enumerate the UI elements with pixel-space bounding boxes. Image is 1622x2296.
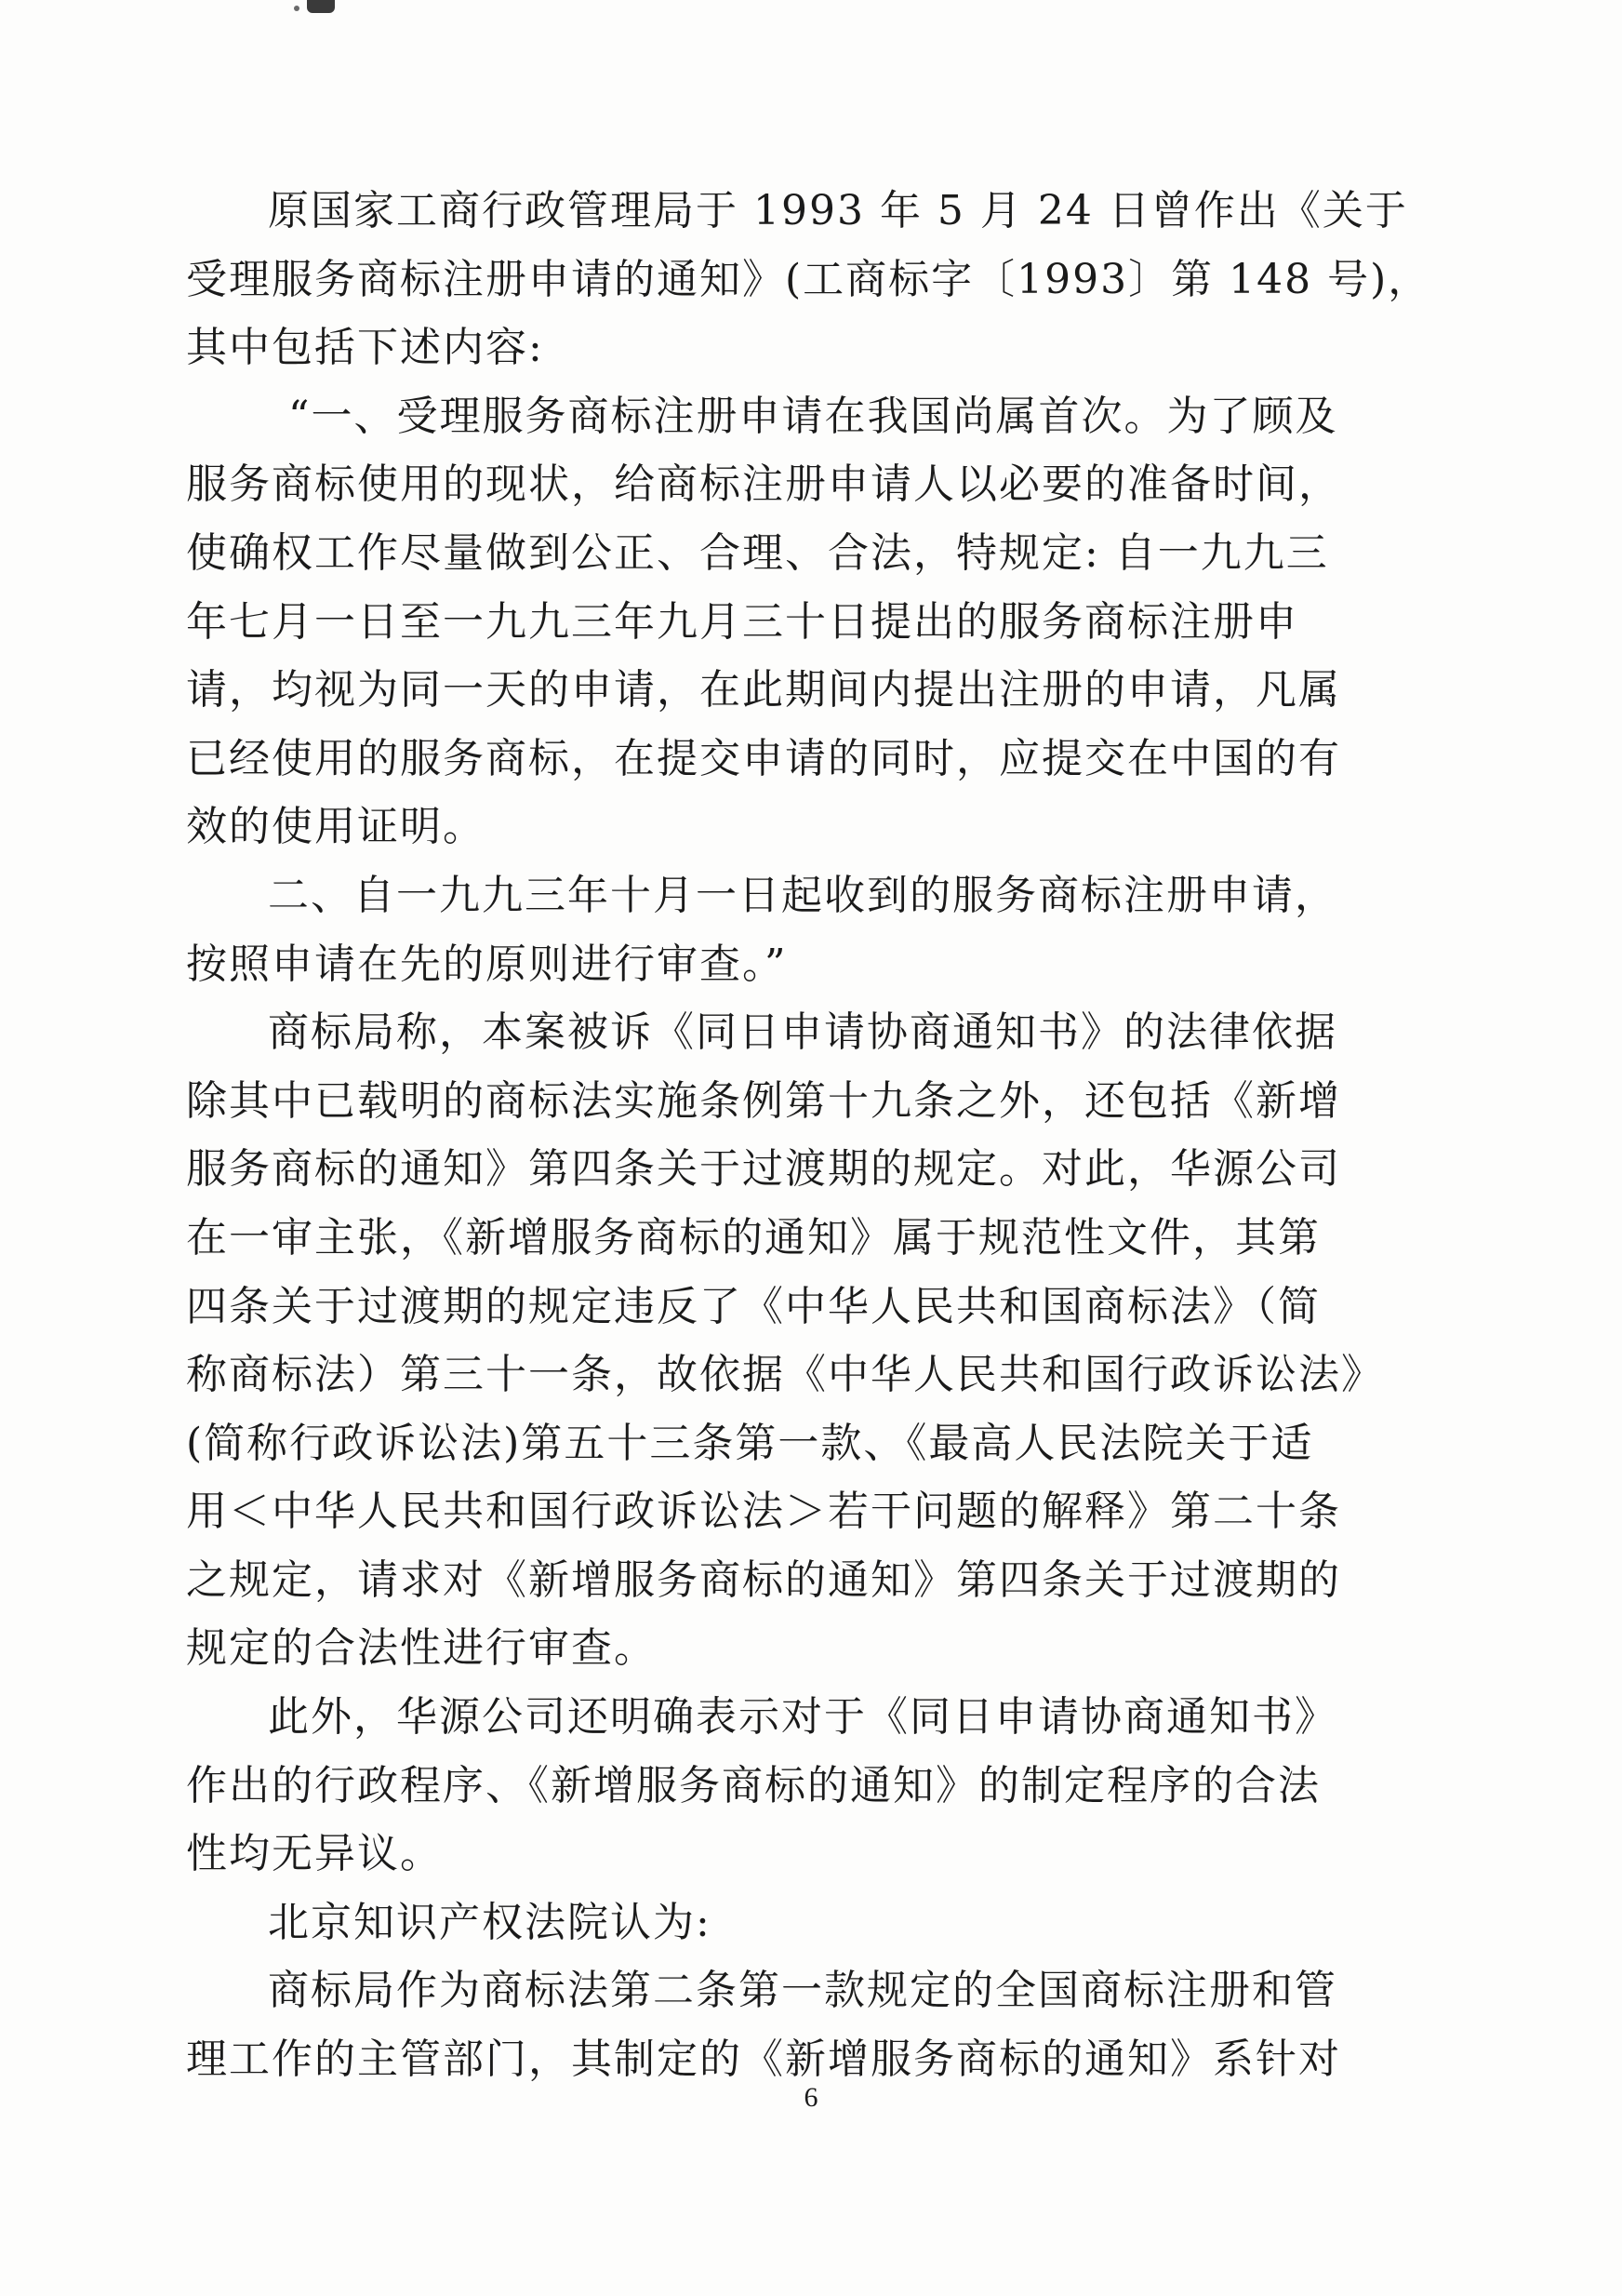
scan-speck — [294, 6, 299, 11]
text-line: 作出的行政程序、《新增服务商标的通知》的制定程序的合法 — [186, 1761, 1321, 1809]
text-line: 在一审主张，《新增服务商标的通知》属于规范性文件，其第 — [186, 1213, 1321, 1261]
text-line: 称商标法）第三十一条，故依据《中华人民共和国行政诉讼法》 — [186, 1351, 1384, 1399]
text-line: 北京知识产权法院认为: — [268, 1898, 711, 1946]
text-line: 请，均视为同一天的申请，在此期间内提出注册的申请，凡属 — [186, 666, 1341, 714]
text-line: 已经使用的服务商标，在提交申请的同时，应提交在中国的有 — [186, 734, 1341, 782]
text-line: 其中包括下述内容: — [186, 324, 544, 372]
text-line: 服务商标的通知》第四条关于过渡期的规定。对此，华源公司 — [186, 1145, 1341, 1194]
text-line: 二、自一九九三年十月一日起收到的服务商标注册申请， — [268, 871, 1337, 919]
text-line: 年七月一日至一九九三年九月三十日提出的服务商标注册申 — [186, 597, 1298, 646]
text-line: (简称行政诉讼法)第五十三条第一款、《最高人民法院关于适 — [186, 1419, 1314, 1467]
text-line: 理工作的主管部门，其制定的《新增服务商标的通知》系针对 — [186, 2036, 1341, 2084]
text-line: 商标局作为商标法第二条第一款规定的全国商标注册和管 — [268, 1967, 1337, 2015]
text-line: 此外，华源公司还明确表示对于《同日申请协商通知书》 — [268, 1693, 1337, 1742]
text-line: 性均无异议。 — [186, 1830, 443, 1878]
text-line: 除其中已载明的商标法实施条例第十九条之外，还包括《新增 — [186, 1076, 1341, 1125]
text-line: 原国家工商行政管理局于 1993 年 5 月 24 日曾作出《关于 — [268, 187, 1408, 234]
text-line: 效的使用证明。 — [186, 803, 485, 851]
text-line: 受理服务商标注册申请的通知》(工商标字〔1993〕第 148 号)， — [186, 255, 1431, 303]
text-line: 用＜中华人民共和国行政诉讼法＞若干问题的解释》第二十条 — [186, 1488, 1341, 1536]
text-line: 服务商标使用的现状，给商标注册申请人以必要的准备时间， — [186, 461, 1341, 509]
page-number: 6 — [804, 2082, 818, 2113]
text-line: 规定的合法性进行审查。 — [186, 1624, 657, 1673]
text-line: “一、受理服务商标注册申请在我国尚属首次。为了顾及 — [288, 392, 1338, 440]
scan-artifact — [307, 0, 335, 13]
text-line: 使确权工作尽量做到公正、合理、合法，特规定: 自一九九三 — [186, 528, 1329, 577]
text-line: 之规定，请求对《新增服务商标的通知》第四条关于过渡期的 — [186, 1555, 1341, 1604]
body-text — [186, 177, 1451, 2094]
text-line: 按照申请在先的原则进行审查。” — [186, 940, 788, 988]
text-line: 四条关于过渡期的规定违反了《中华人民共和国商标法》（简 — [186, 1282, 1321, 1330]
text-line: 商标局称，本案被诉《同日申请协商通知书》的法律依据 — [268, 1008, 1337, 1057]
